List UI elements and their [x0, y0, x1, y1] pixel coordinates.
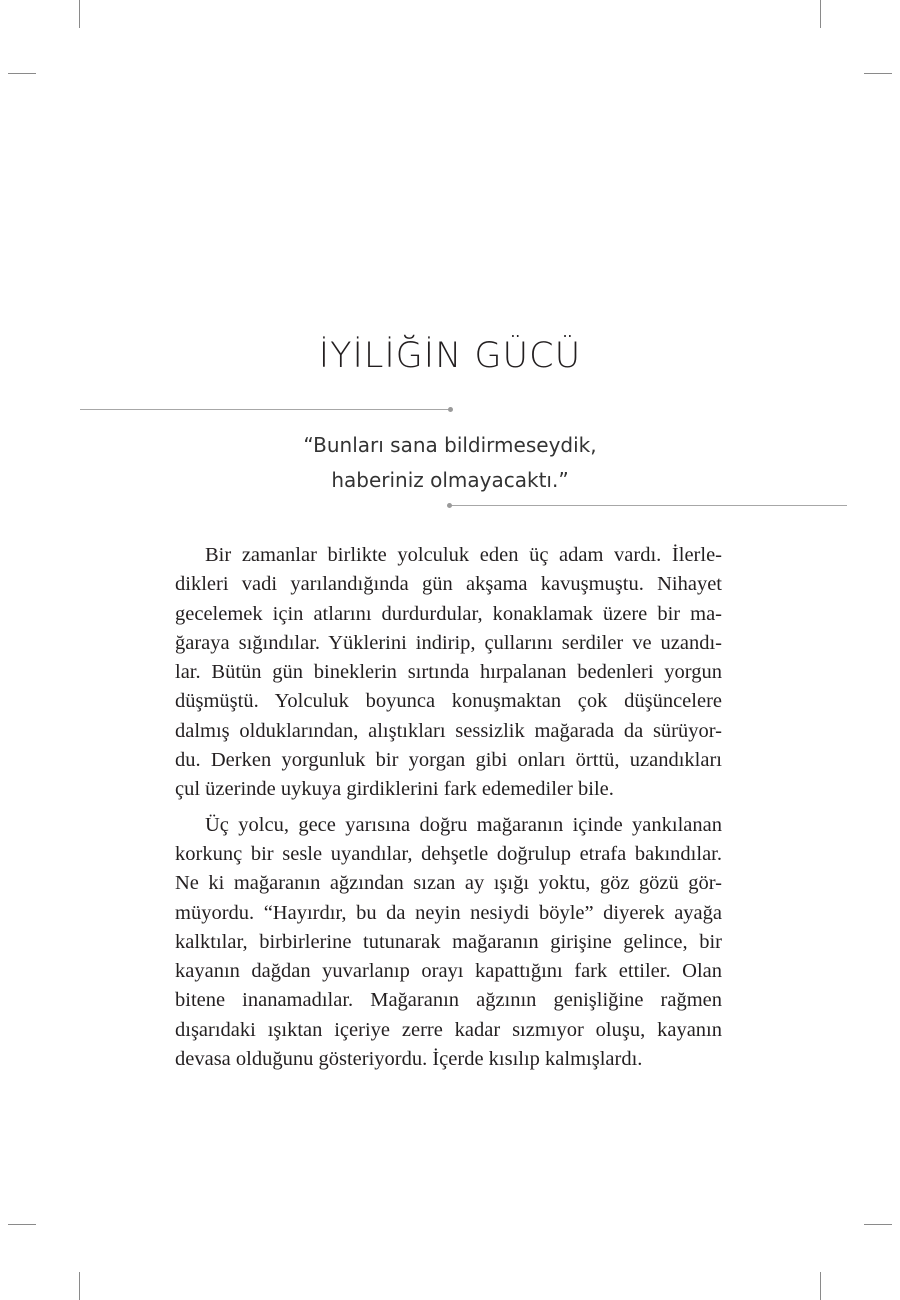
crop-mark-top-left	[79, 0, 80, 28]
paragraph	[175, 541, 722, 805]
divider-right	[450, 505, 847, 506]
epigraph-line: haberiniz olmayacaktı.”	[331, 468, 569, 492]
epigraph-line: “Bunları sana bildirmeseydik,	[303, 433, 597, 457]
text-line: müyordu. “Hayırdır, bu da neyin nesiydi böyle” diyerek ayağa	[175, 901, 722, 924]
text-line: bitene inanamadılar. Mağaranın ağzının genişliğine rağmen	[175, 989, 722, 1012]
text-line: kayanın dağdan yuvarlanıp orayı kapattığını fark ettiler. Olan	[175, 960, 722, 983]
text-line: korkunç bir sesle uyandılar, dehşetle doğrulup etrafa bakındılar.	[175, 842, 722, 865]
crop-mark-left-top	[8, 73, 36, 74]
text-line: Ne ki mağaranın ağzından sızan ay ışığı yoktu, göz gözü gör-	[175, 872, 722, 895]
crop-mark-right-top	[864, 73, 892, 74]
text-line: dışarıdaki ışıktan içeriye zerre kadar sızmıyor oluşu, kayanın	[175, 1018, 722, 1041]
text-line: devasa olduğunu gösteriyordu. İçerde kısılıp kalmışlardı.	[175, 1048, 643, 1071]
text-line: Bir zamanlar birlikte yolculuk eden üç adam vardı. İlerle-	[205, 544, 722, 566]
text-line: düşmüştü. Yolculuk boyunca konuşmaktan çok düşüncelere	[175, 690, 722, 713]
divider-dot	[447, 503, 452, 508]
divider-dot	[448, 407, 453, 412]
text-line: dikleri vadi yarılandığında gün akşama kavuşmuştu. Nihayet	[175, 573, 722, 596]
crop-mark-left-bottom	[8, 1224, 36, 1225]
chapter-title: İYİLİĞİN GÜCÜ	[318, 336, 582, 376]
epigraph	[240, 428, 660, 498]
crop-mark-top-right	[820, 0, 821, 28]
divider-left	[80, 409, 450, 410]
text-line: kalktılar, birbirlerine tutunarak mağaranın girişine gelince, bir	[175, 930, 722, 953]
text-line: çul üzerinde uykuya girdiklerini fark edemediler bile.	[175, 778, 614, 801]
crop-mark-right-bottom	[864, 1224, 892, 1225]
text-line: ğaraya sığındılar. Yüklerini indirip, çullarını serdiler ve uzandı-	[175, 631, 722, 654]
body-text	[175, 541, 722, 1080]
text-line: gecelemek için atlarını durdurdular, konaklamak üzere bir ma-	[175, 602, 722, 625]
text-line: lar. Bütün gün bineklerin sırtında hırpalanan bedenleri yorgun	[175, 661, 722, 684]
text-line: Üç yolcu, gece yarısına doğru mağaranın içinde yankılanan	[205, 813, 722, 836]
text-line: dalmış olduklarından, alıştıkları sessizlik mağarada da sürüyor-	[175, 719, 722, 742]
crop-mark-bottom-left	[79, 1272, 80, 1300]
crop-mark-bottom-right	[820, 1272, 821, 1300]
paragraph	[175, 811, 722, 1075]
text-line: du. Derken yorgunluk bir yorgan gibi onları örttü, uzandıkları	[175, 749, 722, 772]
